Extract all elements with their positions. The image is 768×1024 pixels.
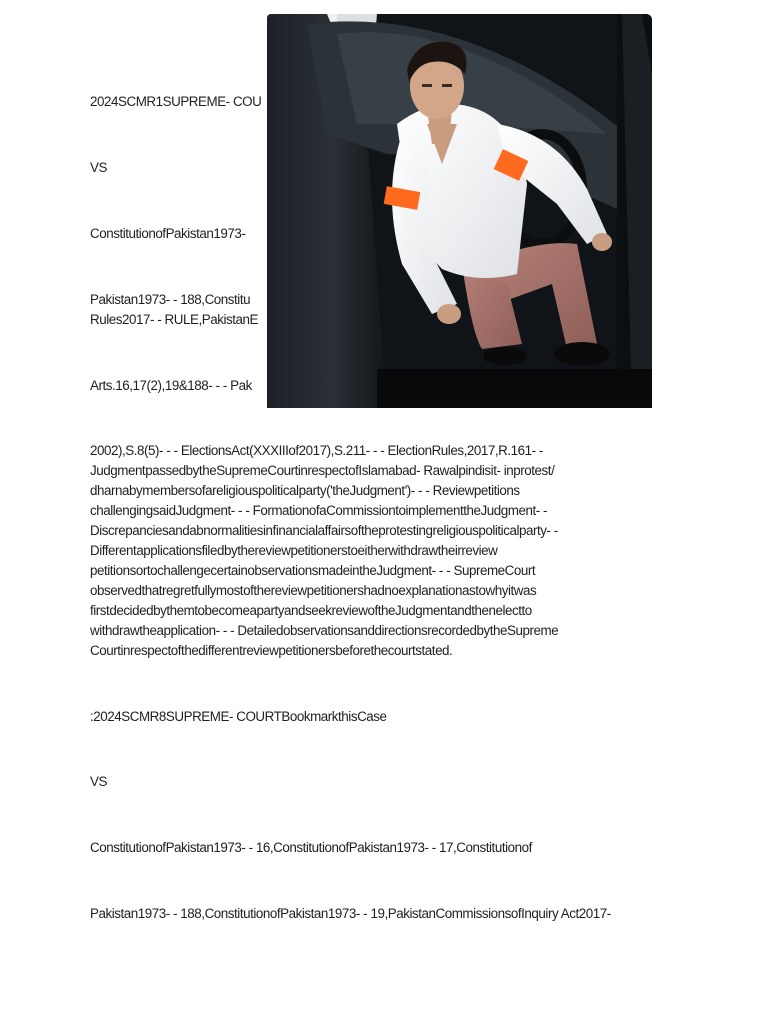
person-in-car-photo: [267, 14, 652, 408]
headnote-line: 2002),S.8(5)- - - ElectionsAct(XXXIIIof2017),S.211- - - ElectionRules,2017,R.161- -: [90, 443, 543, 458]
case1-articles: Arts.16,17(2),19&188- - - Pak: [90, 378, 252, 393]
case1-citation: 2024SCMR1SUPREME- COU: [90, 94, 262, 109]
case1-rules-line: Rules2017- - RULE,PakistanE: [90, 312, 258, 327]
case2-vs: VS: [90, 774, 107, 789]
headnote-line: observedthatregretfullymostofthereviewpetitionershadnoexplanationastowhyitwas: [90, 583, 537, 598]
headnote-line: withdrawtheapplication- - - DetailedobservationsanddirectionsrecordedbytheSupreme: [90, 623, 559, 638]
headnote-line: firstdecidedbythemtobecomeapartyandseekreviewoftheJudgmentandthenelectto: [90, 603, 532, 618]
headnote-line: JudgmentpassedbytheSupremeCourtinrespectofIslamabad- Rawalpindisit- inprotest/: [90, 463, 555, 478]
headnote-line: challengingsaidJudgment- - - FormationofaCommissiontoimplementtheJudgment- -: [90, 503, 548, 518]
case2-pakistan-line: Pakistan1973- - 188,ConstitutionofPakistan1973- - 19,PakistanCommissionsofInquiry Act2017-: [90, 906, 611, 921]
case2-constitution: ConstitutionofPakistan1973- - 16,ConstitutionofPakistan1973- - 17,Constitutionof: [90, 840, 532, 855]
case1-vs: VS: [90, 160, 107, 175]
case1-headnote: [90, 441, 650, 661]
photo-illustration: [267, 14, 652, 408]
headnote-line: petitionsortochallengecertainobservationsmadeintheJudgment- - - SupremeCourt: [90, 563, 536, 578]
case1-pakistan-line: Pakistan1973- - 188,Constitu: [90, 292, 251, 307]
headnote-line: Differentapplicationsfiledbythereviewpetitionerstoeitherwithdrawtheirreview: [90, 543, 498, 558]
headnote-line: dharnabymembersofareligiouspoliticalparty('theJudgment')- - - Reviewpetitions: [90, 483, 520, 498]
headnote-line: Courtinrespectofthedifferentreviewpetitionersbeforethecourtstated.: [90, 643, 453, 658]
headnote-line: Discrepanciesandabnormalitiesinfinancialaffairsoftheprotestingreligiouspoliticalparty- -: [90, 523, 558, 538]
case2-citation: :2024SCMR8SUPREME- COURTBookmarkthisCase: [90, 709, 387, 724]
case1-constitution: ConstitutionofPakistan1973-: [90, 226, 246, 241]
